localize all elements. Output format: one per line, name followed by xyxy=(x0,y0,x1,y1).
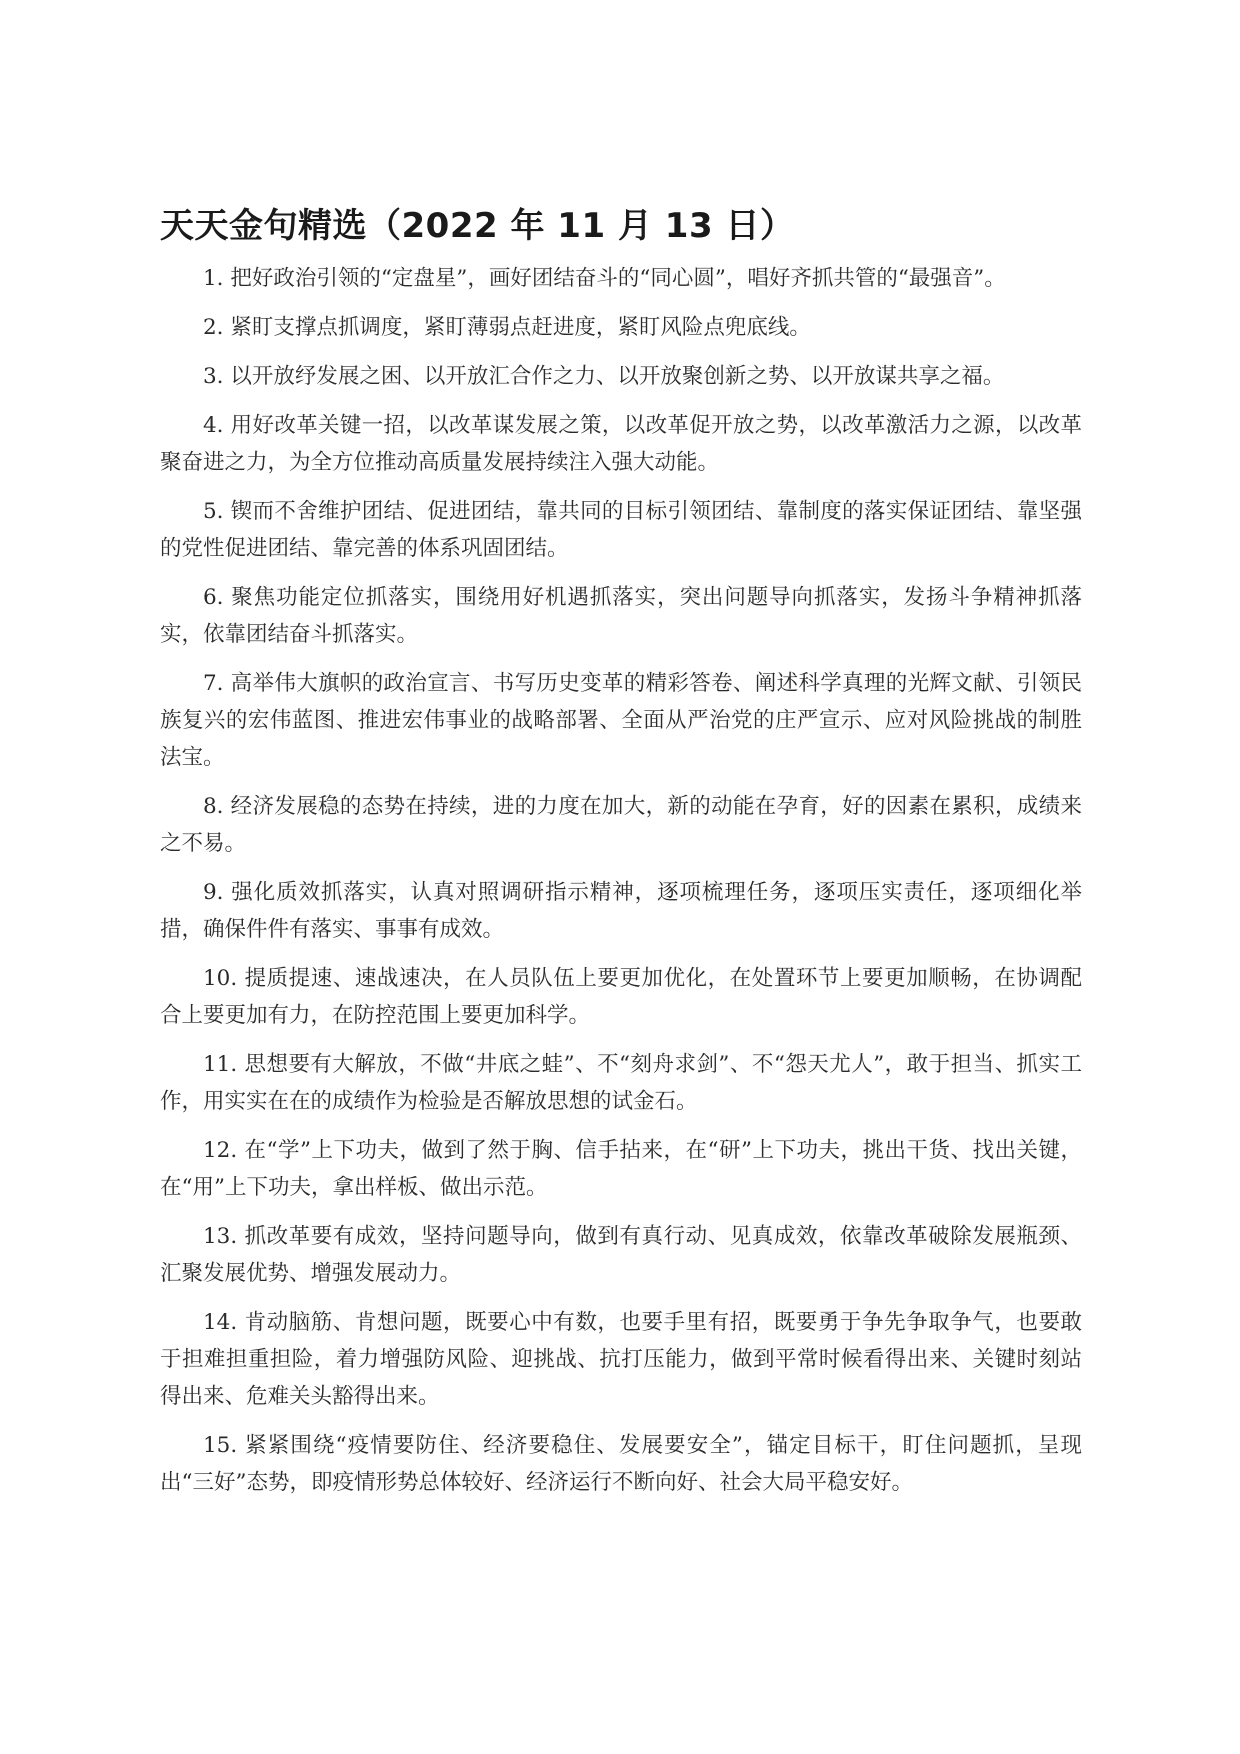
document-content xyxy=(160,200,1082,1513)
quote-item: 11. 思想要有大解放，不做“井底之蛙”、不“刻舟求剑”、不“怨天尤人”，敢于担当、抓实工作，用实实在在的成绩作为检验是否解放思想的试金石。 xyxy=(160,1052,1082,1114)
document-title: 天天金句精选（2022 年 11 月 13 日） xyxy=(160,206,795,246)
quote-item: 12. 在“学”上下功夫，做到了然于胸、信手拈来，在“研”上下功夫，挑出干货、找出关键，在“用”上下功夫，拿出样板、做出示范。 xyxy=(160,1138,1082,1200)
quote-item: 8. 经济发展稳的态势在持续，进的力度在加大，新的动能在孕育，好的因素在累积，成绩来之不易。 xyxy=(160,794,1082,856)
quote-item: 2. 紧盯支撑点抓调度，紧盯薄弱点赶进度，紧盯风险点兜底线。 xyxy=(203,315,811,340)
quote-item: 5. 锲而不舍维护团结、促进团结，靠共同的目标引领团结、靠制度的落实保证团结、靠坚强的党性促进团结、靠完善的体系巩固团结。 xyxy=(160,499,1082,561)
quote-list xyxy=(160,260,1082,1501)
quote-item: 15. 紧紧围绕“疫情要防住、经济要稳住、发展要安全”，锚定目标干，盯住问题抓，呈现出“三好”态势，即疫情形势总体较好、经济运行不断向好、社会大局平稳安好。 xyxy=(160,1433,1082,1495)
quote-item: 9. 强化质效抓落实，认真对照调研指示精神，逐项梳理任务，逐项压实责任，逐项细化举措，确保件件有落实、事事有成效。 xyxy=(160,880,1082,942)
quote-item: 6. 聚焦功能定位抓落实，围绕用好机遇抓落实，突出问题导向抓落实，发扬斗争精神抓落实，依靠团结奋斗抓落实。 xyxy=(160,585,1082,647)
quote-item: 10. 提质提速、速战速决，在人员队伍上要更加优化，在处置环节上要更加顺畅，在协调配合上要更加有力，在防控范围上要更加科学。 xyxy=(160,966,1082,1028)
quote-item: 13. 抓改革要有成效，坚持问题导向，做到有真行动、见真成效，依靠改革破除发展瓶颈、汇聚发展优势、增强发展动力。 xyxy=(160,1224,1082,1286)
quote-item: 7. 高举伟大旗帜的政治宣言、书写历史变革的精彩答卷、阐述科学真理的光辉文献、引领民族复兴的宏伟蓝图、推进宏伟事业的战略部署、全面从严治党的庄严宣示、应对风险挑战的制胜法宝。 xyxy=(160,671,1082,770)
quote-item: 4. 用好改革关键一招，以改革谋发展之策，以改革促开放之势，以改革激活力之源，以改革聚奋进之力，为全方位推动高质量发展持续注入强大动能。 xyxy=(160,413,1082,475)
quote-item: 14. 肯动脑筋、肯想问题，既要心中有数，也要手里有招，既要勇于争先争取争气，也要敢于担难担重担险，着力增强防风险、迎挑战、抗打压能力，做到平常时候看得出来、关键时刻站得出来、危难关头豁得出来。 xyxy=(160,1310,1082,1409)
quote-item: 1. 把好政治引领的“定盘星”，画好团结奋斗的“同心圆”，唱好齐抓共管的“最强音”。 xyxy=(203,266,1006,291)
quote-item: 3. 以开放纾发展之困、以开放汇合作之力、以开放聚创新之势、以开放谋共享之福。 xyxy=(203,364,1005,389)
